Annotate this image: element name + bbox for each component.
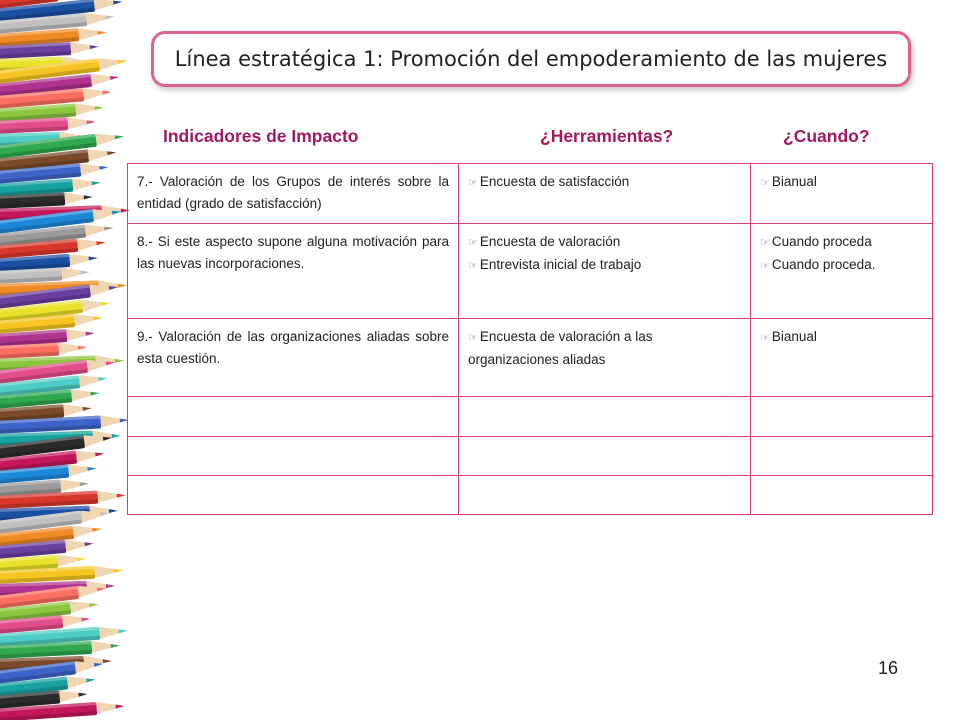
empty-cell — [459, 397, 751, 437]
indicator-cell: 8.- Si este aspecto supone alguna motivación para las nuevas incorporaciones. — [128, 224, 459, 319]
table-row — [128, 164, 933, 224]
header-indicators: Indicadores de Impacto — [163, 126, 359, 146]
header-when: ¿Cuando? — [783, 126, 870, 146]
pencil-border-decoration — [0, 0, 140, 720]
pointing-hand-icon: ☞ — [468, 177, 478, 189]
when-item: ☞ Bianual — [760, 174, 817, 189]
empty-cell — [128, 476, 459, 515]
pointing-hand-icon: ☞ — [468, 260, 478, 272]
pointing-hand-icon: ☞ — [468, 237, 478, 249]
slide-title: Línea estratégica 1: Promoción del empoderamiento de las mujeres — [174, 47, 888, 71]
empty-cell — [751, 476, 933, 515]
tools-cell — [459, 224, 751, 319]
when-item: ☞ Cuando proceda — [760, 234, 872, 249]
indicator-cell: 9.- Valoración de las organizaciones aliadas sobre esta cuestión. — [128, 319, 459, 397]
when-cell — [751, 164, 933, 224]
tool-item: ☞ Encuesta de satisfacción — [468, 174, 630, 189]
empty-cell — [128, 437, 459, 476]
empty-cell — [751, 397, 933, 437]
pointing-hand-icon: ☞ — [760, 260, 770, 272]
when-item: ☞ Bianual — [760, 329, 817, 344]
empty-cell — [459, 437, 751, 476]
pointing-hand-icon: ☞ — [468, 332, 478, 344]
tools-cell — [459, 164, 751, 224]
table-row — [128, 224, 933, 319]
page-number: 16 — [878, 658, 899, 678]
when-item: ☞ Cuando proceda. — [760, 257, 876, 272]
pointing-hand-icon: ☞ — [760, 332, 770, 344]
table-row — [128, 319, 933, 397]
pointing-hand-icon: ☞ — [760, 237, 770, 249]
empty-row — [128, 397, 933, 437]
empty-row — [128, 476, 933, 515]
empty-cell — [751, 437, 933, 476]
title-box — [151, 31, 911, 87]
tool-item: ☞ Entrevista inicial de trabajo — [468, 257, 642, 272]
when-cell — [751, 319, 933, 397]
indicator-cell: 7.- Valoración de los Grupos de interés sobre la entidad (grado de satisfacción) — [128, 164, 459, 224]
tool-item: ☞ Encuesta de valoración — [468, 234, 621, 249]
indicators-table — [127, 163, 933, 515]
empty-row — [128, 437, 933, 476]
header-tools: ¿Herramientas? — [540, 126, 674, 146]
empty-cell — [128, 397, 459, 437]
when-cell — [751, 224, 933, 319]
tools-cell — [459, 319, 751, 397]
empty-cell — [459, 476, 751, 515]
pointing-hand-icon: ☞ — [760, 177, 770, 189]
tool-item: ☞ Encuesta de valoración a las organizaciones aliadas — [468, 329, 653, 367]
